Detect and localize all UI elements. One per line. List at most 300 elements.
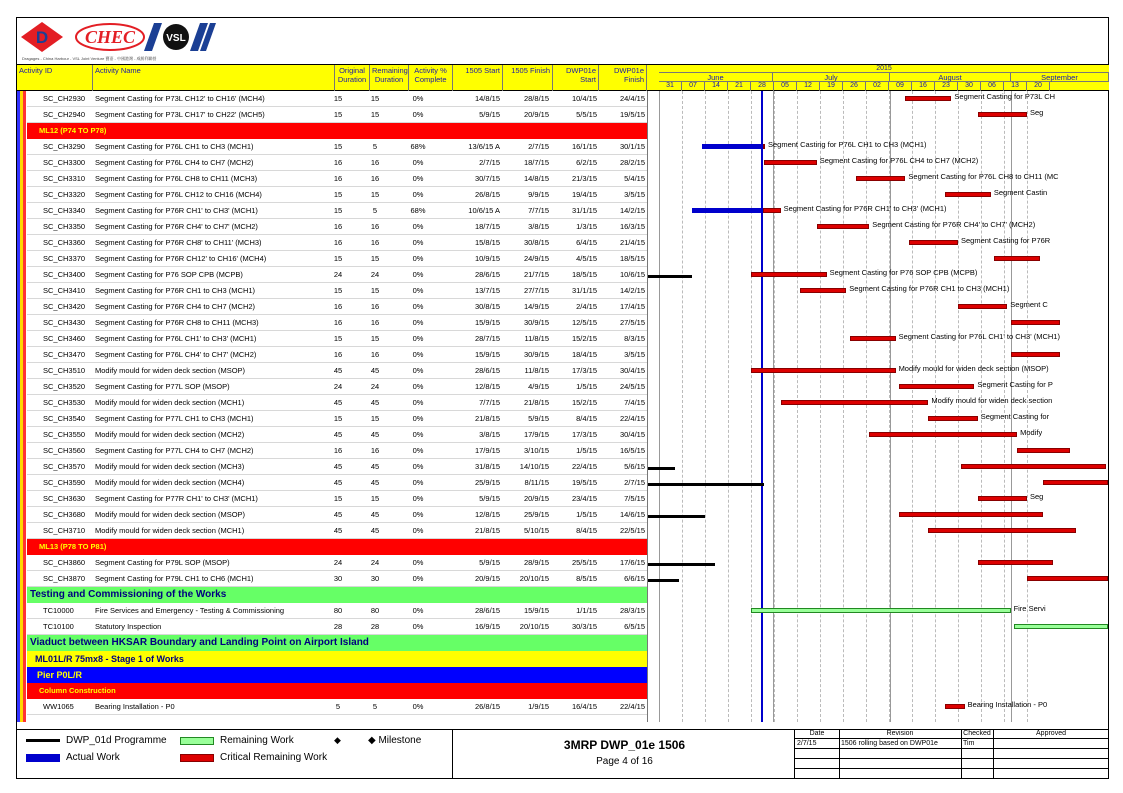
bar-label: Segment Casting for P76L CH8 to CH11 (MC [908,172,1059,181]
finish-1505: 20/10/15 [519,574,549,583]
activity-name: Statutory Inspection [95,622,162,631]
activity-id: SC_CH3630 [43,494,86,503]
col-activity-name[interactable]: Activity Name [93,65,335,91]
dwp-finish: 7/4/15 [624,398,645,407]
finish-1505: 1/9/15 [528,702,549,711]
finish-1505: 14/9/15 [523,302,549,311]
dwp-start: 1/5/15 [576,382,597,391]
month-gridline [890,91,891,722]
remaining-duration: 45 [370,398,380,407]
section-band-gantt [648,667,1108,683]
dwp-programme-bar [648,515,705,518]
critical-remaining-bar [978,112,1027,117]
actual-work-label: Actual Work [66,752,120,763]
activity-id: SC_CH3470 [43,350,86,359]
activity-name: Modify mould for widen deck section (MCH1) [95,398,245,407]
milestone-icon: ◆ [334,735,341,745]
dwp-start: 4/5/15 [576,254,597,263]
critical-remaining-bar [763,208,781,213]
dwp-finish: 3/5/15 [624,190,645,199]
original-duration: 45 [333,478,343,487]
finish-1505: 2/7/15 [528,142,549,151]
table-row[interactable] [27,523,647,539]
dwp-finish: 2/7/15 [624,478,645,487]
table-row[interactable] [27,187,647,203]
dwp-finish: 30/4/15 [619,366,645,375]
dwp-start: 6/4/15 [576,238,597,247]
remaining-work-label: Remaining Work [220,735,294,746]
remaining-duration: 5 [372,206,378,215]
activity-id: SC_CH3340 [43,206,86,215]
col-dwp-finish[interactable]: DWP01e Finish [599,65,647,91]
dwp-finish: 24/4/15 [619,94,645,103]
activity-id: TC10000 [43,606,74,615]
percent-complete: 0% [412,574,424,583]
critical-remaining-bar [817,224,870,229]
revision-header-date: Date [809,730,825,737]
revision-date: 2/7/15 [797,740,817,747]
remaining-duration: 80 [370,606,380,615]
table-row[interactable] [27,555,647,571]
activity-id: SC_CH3310 [43,174,86,183]
remaining-duration: 30 [370,574,380,583]
percent-complete: 0% [412,222,424,231]
dwp-programme-swatch [26,739,60,742]
timeline-week: 06 [981,82,1004,91]
activity-name: Segment Casting for P76L CH1 to CH3 (MCH1) [95,142,254,151]
bar-label: Segment C [1010,300,1048,309]
original-duration: 28 [333,622,343,631]
timeline-week: 19 [820,82,843,91]
finish-1505: 25/9/15 [523,510,549,519]
table-row[interactable] [27,171,647,187]
section-band: ML12 (P74 TO P78) [27,123,647,139]
finish-1505: 3/8/15 [528,222,549,231]
critical-remaining-bar [928,416,977,421]
finish-1505: 18/7/15 [523,158,549,167]
percent-complete: 0% [412,174,424,183]
activity-name: Segment Casting for P76R CH12' to CH16' (MCH4) [95,254,267,263]
table-row[interactable] [27,459,647,475]
critical-remaining-bar [1017,448,1070,453]
table-row[interactable] [27,91,647,107]
remaining-duration: 45 [370,478,380,487]
original-duration: 45 [333,430,343,439]
dwp-start: 22/4/15 [571,462,597,471]
revision-header-approved: Approved [1036,730,1066,737]
original-duration: 16 [333,446,343,455]
percent-complete: 0% [412,606,424,615]
week-gridline [1004,91,1005,722]
finish-1505: 3/10/15 [523,446,549,455]
finish-1505: 28/8/15 [523,94,549,103]
table-row[interactable] [27,203,647,219]
timeline-month: August [890,73,1011,82]
activity-name: Bearing Installation - P0 [95,702,175,711]
timeline-month: July [773,73,890,82]
bar-label: Bearing Installation - P0 [967,700,1048,709]
original-duration: 15 [333,142,343,151]
dragages-logo [20,21,64,53]
activity-id: SC_CH3870 [43,574,86,583]
original-duration: 15 [333,110,343,119]
table-row[interactable] [27,155,647,171]
timeline-week: 16 [912,82,935,91]
critical-remaining-bar [978,496,1027,501]
critical-remaining-bar [869,432,1017,437]
percent-complete: 0% [412,110,424,119]
finish-1505: 8/11/15 [524,478,549,487]
timeline-week: 07 [682,82,705,91]
critical-remaining-bar [781,400,929,405]
percent-complete: 0% [412,302,424,311]
finish-1505: 11/8/15 [524,366,549,375]
remaining-duration: 16 [370,238,380,247]
activity-id: SC_CH3560 [43,446,86,455]
start-1505: 20/9/15 [474,574,500,583]
table-row[interactable] [27,427,647,443]
revision-table [795,729,1109,779]
finish-1505: 9/9/15 [528,190,549,199]
finish-1505: 30/9/15 [523,350,549,359]
start-1505: 30/8/15 [474,302,500,311]
start-1505: 15/9/15 [474,350,500,359]
critical-remaining-bar [945,704,965,709]
col-activity-id[interactable]: Activity ID [17,65,93,91]
critical-remaining-bar [961,464,1106,469]
original-duration: 24 [333,270,343,279]
dwp-finish: 5/4/15 [624,174,645,183]
table-row[interactable] [27,443,647,459]
critical-remaining-bar [751,272,827,277]
bar-label: Segment Casting for P76L CH1' to CH3' (MCH1) [898,332,1060,341]
start-1505: 25/9/15 [474,478,500,487]
timeline-week: 30 [958,82,981,91]
dwp-start: 1/1/15 [576,606,597,615]
dwp-start: 15/2/15 [571,334,597,343]
finish-1505: 7/7/15 [528,206,549,215]
dwp-programme-bar [648,483,764,486]
dwp-finish: 16/3/15 [619,222,645,231]
table-row[interactable] [27,395,647,411]
start-1505: 28/6/15 [474,270,500,279]
table-row[interactable] [27,235,647,251]
section-band: ML01L/R 75mx8 - Stage 1 of Works [27,651,647,667]
dwp-start: 18/4/15 [571,350,597,359]
dwp-finish: 14/2/15 [619,206,645,215]
table-row[interactable] [27,491,647,507]
dwp-finish: 14/2/15 [619,286,645,295]
start-1505: 21/8/15 [474,414,500,423]
data-date-line [761,91,763,722]
dwp-finish: 6/6/15 [624,574,645,583]
timeline-header [647,64,1109,91]
critical-remaining-bar [1027,576,1108,581]
start-1505: 12/8/15 [474,510,500,519]
table-row[interactable] [27,507,647,523]
bar-label: Segment Casting for P [977,380,1053,389]
remaining-duration: 16 [370,174,380,183]
percent-complete: 0% [412,398,424,407]
original-duration: 45 [333,526,343,535]
dwp-start: 19/5/15 [571,478,597,487]
remaining-duration: 15 [370,94,380,103]
week-gridline [958,91,959,722]
remaining-duration: 16 [370,350,380,359]
remaining-work-bar [1014,624,1108,629]
table-row[interactable] [27,699,647,715]
section-band-gantt [648,683,1108,699]
dwp-start: 21/3/15 [571,174,597,183]
bar-label: Segment Casting for P76R CH1 to CH3 (MCH1) [849,284,1010,293]
original-duration: 16 [333,350,343,359]
bar-label: Segment Castin [993,188,1048,197]
original-duration: 24 [333,382,343,391]
percent-complete: 0% [412,414,424,423]
table-row[interactable] [27,363,647,379]
actual-work-bar [692,208,761,213]
table-row[interactable] [27,331,647,347]
activity-name: Segment Casting for P76R CH8' to CH11' (MCH3) [95,238,262,247]
remaining-duration: 24 [370,558,380,567]
remaining-duration: 16 [370,302,380,311]
activity-id: SC_CH3510 [43,366,86,375]
percent-complete: 0% [412,702,424,711]
activity-name: Segment Casting for P73L CH17' to CH22' (MCH5) [95,110,265,119]
activity-name: Modify mould for widen deck section (MCH1) [95,526,245,535]
activity-name: Segment Casting for P77R CH1' to CH3' (MCH1) [95,494,258,503]
finish-1505: 14/10/15 [519,462,549,471]
bar-label: Modify mould for widen deck section [931,396,1053,405]
week-gridline [843,91,844,722]
table-row[interactable] [27,299,647,315]
vsl-logo [144,21,216,53]
table-row[interactable] [27,571,647,587]
activity-id: SC_CH3320 [43,190,86,199]
original-duration: 45 [333,398,343,407]
activity-name: Modify mould for widen deck section (MSOP) [95,366,246,375]
remaining-duration: 5 [372,702,378,711]
start-1505: 5/9/15 [479,558,500,567]
remaining-work-swatch [180,737,214,745]
start-1505: 13/6/15 A [468,142,500,151]
activity-name: Modify mould for widen deck section (MCH2) [95,430,245,439]
table-row[interactable] [27,219,647,235]
dwp-programme-bar [648,467,675,470]
dwp-finish: 22/5/15 [619,526,645,535]
original-duration: 15 [333,206,343,215]
original-duration: 15 [333,334,343,343]
table-row[interactable] [27,379,647,395]
start-1505: 2/7/15 [479,158,500,167]
activity-id: SC_CH3430 [43,318,86,327]
table-row[interactable] [27,315,647,331]
dwp-finish: 10/6/15 [619,270,645,279]
col-1505-start[interactable]: 1505 Start [453,65,503,91]
timeline-week: 23 [935,82,958,91]
percent-complete: 0% [412,478,424,487]
activity-name: Segment Casting for P76L CH4 to CH7 (MCH2) [95,158,254,167]
timeline-week: 26 [843,82,866,91]
table-row[interactable] [27,107,647,123]
critical-remaining-bar [899,512,1044,517]
finish-1505: 30/9/15 [523,318,549,327]
revision-header-checked: Checked [963,730,991,737]
dwp-start: 10/4/15 [571,94,597,103]
original-duration: 80 [333,606,343,615]
bar-label: Seg [1030,108,1044,117]
activity-name: Segment Casting for P76R CH4 to CH7 (MCH2) [95,302,256,311]
col-dwp-start[interactable]: DWP01e Start [553,65,599,91]
col-remaining-duration[interactable]: Remaining Duration [370,65,409,91]
dwp-programme-bar [648,579,679,582]
critical-remaining-bar [800,288,846,293]
critical-remaining-bar [1043,480,1108,485]
dwp-finish: 22/4/15 [619,414,645,423]
week-gridline [866,91,867,722]
logo-caption: Dragages - China Harbour - VSL Joint Venture 寶嘉 - 中國港灣 - 威勝利聯營 [22,56,157,61]
dwp-finish: 22/4/15 [619,702,645,711]
activity-id: SC_CH3520 [43,382,86,391]
activity-id: SC_CH3420 [43,302,86,311]
dwp-programme-label: DWP_01d Programme [66,735,167,746]
dwp-finish: 17/4/15 [619,302,645,311]
timeline-week: 21 [728,82,751,91]
revision-header-revision: Revision [886,730,914,737]
dwp-start: 2/4/15 [576,302,597,311]
remaining-duration: 45 [370,462,380,471]
table-row[interactable] [27,251,647,267]
week-gridline [728,91,729,722]
percent-complete: 0% [412,382,424,391]
percent-complete: 0% [412,254,424,263]
week-gridline [705,91,706,722]
table-row[interactable] [27,603,647,619]
activity-id: SC_CH3570 [43,462,86,471]
dwp-finish: 5/6/15 [624,462,645,471]
percent-complete: 0% [412,430,424,439]
table-row[interactable] [27,267,647,283]
start-1505: 28/7/15 [474,334,500,343]
milestone-label: ◆ Milestone [368,735,422,746]
col-original-duration[interactable]: Original Duration [335,65,370,91]
timeline-week: 31 [659,82,682,91]
start-1505: 5/9/15 [479,494,500,503]
bar-label: Segment Casting for P76R CH4' to CH7' (MCH2) [872,220,1036,229]
timeline-month: September [1011,73,1109,82]
original-duration: 45 [333,510,343,519]
activity-id: SC_CH3370 [43,254,86,263]
table-row[interactable] [27,283,647,299]
svg-text:VSL: VSL [166,33,186,44]
finish-1505: 27/7/15 [523,286,549,295]
remaining-duration: 15 [370,286,380,295]
percent-complete: 0% [412,622,424,631]
timeline-week: 12 [797,82,820,91]
actual-work-swatch [26,754,60,762]
page-number: Page 4 of 16 [596,756,653,767]
start-1505: 16/9/15 [474,622,500,631]
start-1505: 26/8/15 [474,190,500,199]
original-duration: 16 [333,158,343,167]
table-row[interactable] [27,619,647,635]
finish-1505: 21/7/15 [523,270,549,279]
activity-name: Segment Casting for P76L CH8 to CH11 (MCH3) [95,174,258,183]
activity-id: TC10100 [43,622,74,631]
finish-1505: 11/8/15 [524,334,549,343]
percent-complete: 0% [412,238,424,247]
section-band-gantt [648,635,1108,651]
percent-complete: 0% [412,446,424,455]
dwp-finish: 30/4/15 [619,430,645,439]
start-1505: 17/9/15 [474,446,500,455]
chec-logo [74,21,146,53]
activity-name: Modify mould for widen deck section (MCH3) [95,462,245,471]
start-1505: 31/8/15 [474,462,500,471]
week-gridline [797,91,798,722]
finish-1505: 20/9/15 [523,494,549,503]
remaining-duration: 45 [370,510,380,519]
table-header [17,64,647,91]
percent-complete: 0% [412,350,424,359]
svg-text:D: D [35,28,49,47]
start-1505: 14/8/15 [474,94,500,103]
bar-label: Segment Casting for P76 SOP CPB (MCPB) [829,268,978,277]
activity-id: SC_CH3460 [43,334,86,343]
week-gridline [935,91,936,722]
activity-id: WW1065 [43,702,74,711]
start-1505: 3/8/15 [479,430,500,439]
activity-name: Segment Casting for P76R CH1 to CH3 (MCH1) [95,286,256,295]
original-duration: 45 [333,366,343,375]
critical-remaining-bar [909,240,958,245]
dwp-finish: 30/1/15 [619,142,645,151]
finish-1505: 28/9/15 [523,558,549,567]
activity-name: Fire Services and Emergency - Testing & Commissioning [95,606,285,615]
finish-1505: 4/9/15 [528,382,549,391]
dwp-start: 31/1/15 [571,206,597,215]
remaining-duration: 15 [370,334,380,343]
critical-remaining-bar [958,304,1007,309]
remaining-duration: 24 [370,270,380,279]
critical-remaining-bar [1011,320,1060,325]
dwp-start: 15/2/15 [571,398,597,407]
original-duration: 15 [333,254,343,263]
table-row[interactable] [27,475,647,491]
remaining-duration: 45 [370,366,380,375]
activity-id: SC_CH3400 [43,270,86,279]
table-row[interactable] [27,139,647,155]
original-duration: 30 [333,574,343,583]
activity-name: Segment Casting for P79L SOP (MSOP) [95,558,230,567]
original-duration: 15 [333,414,343,423]
col-1505-finish[interactable]: 1505 Finish [503,65,553,91]
table-row[interactable] [27,411,647,427]
table-row[interactable] [27,347,647,363]
original-duration: 16 [333,318,343,327]
original-duration: 15 [333,494,343,503]
original-duration: 16 [333,238,343,247]
remaining-duration: 16 [370,158,380,167]
original-duration: 5 [335,702,341,711]
col-activity-complete[interactable]: Activity % Complete [409,65,453,91]
remaining-duration: 15 [370,110,380,119]
month-gridline [773,91,774,722]
critical-work-swatch [180,754,214,762]
finish-1505: 15/9/15 [523,606,549,615]
dwp-start: 1/3/15 [576,222,597,231]
bar-label: Segment Casting for P76R [961,236,1051,245]
